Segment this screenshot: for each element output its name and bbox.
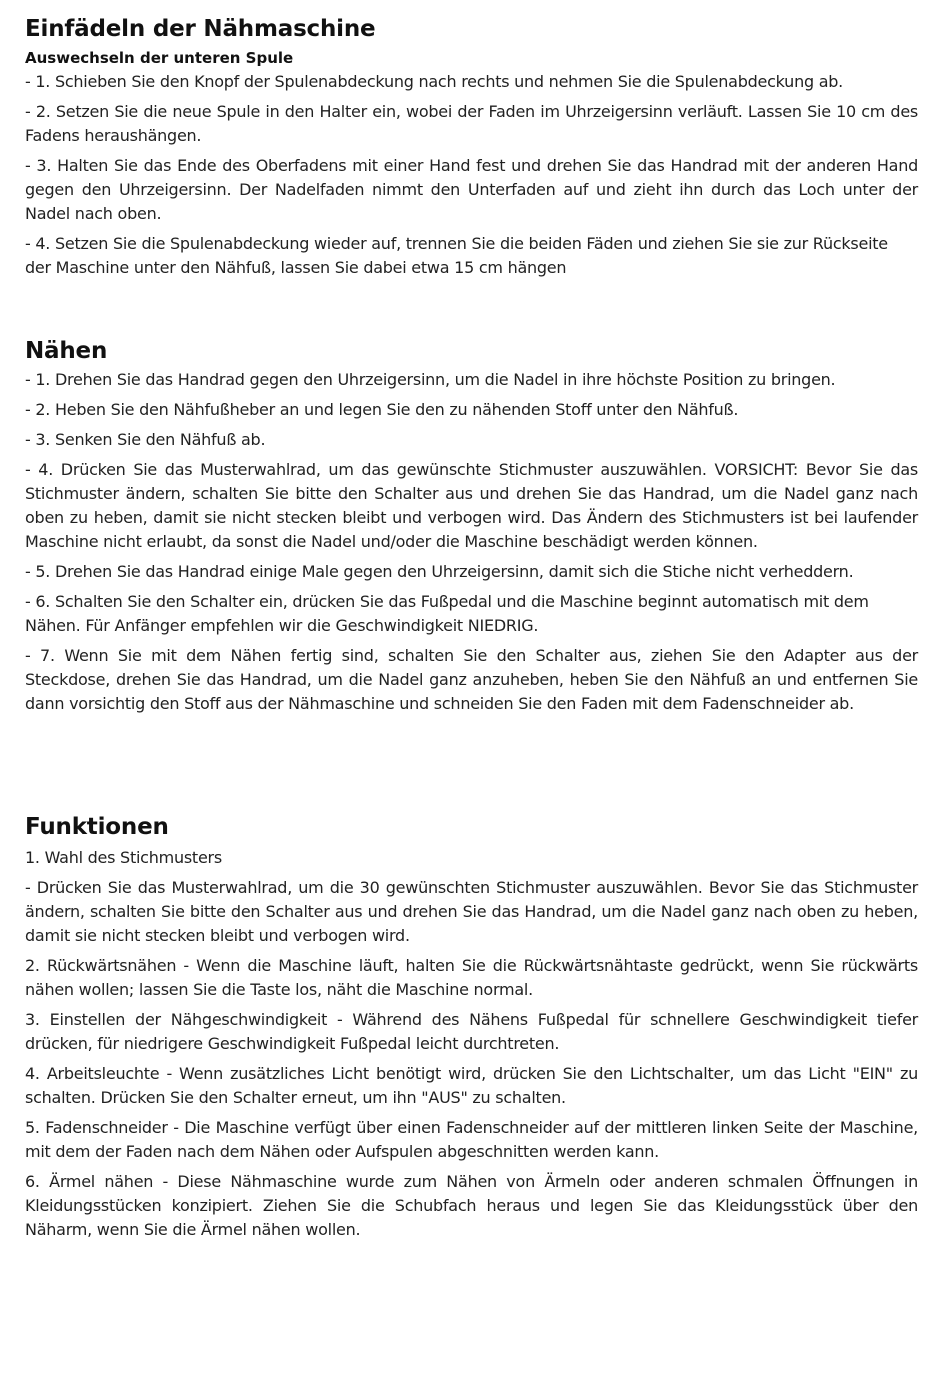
section-sewing — [25, 336, 918, 722]
subheading-bobbin: Auswechseln der unteren Spule — [25, 49, 294, 67]
function-2-text: 2. Rückwärtsnähen - Wenn die Maschine läuft, halten Sie die Rückwärtsnähtaste gedrückt, wenn Sie rückwärts nähen wollen; lassen Sie die Taste los, näht die Maschine normal. — [25, 956, 918, 999]
function-1-text: - Drücken Sie das Musterwahlrad, um die 30 gewünschten Stichmuster auszuwählen. Bevor Sie das Stichmuster ändern, schalten Sie bitte den Schalter aus und drehen Sie das Handrad, um die Nadel ganz nach oben zu heben, damit sie nicht stecken bleibt und verbogen wird. — [25, 878, 918, 945]
sewing-step-2: - 2. Heben Sie den Nähfußheber an und legen Sie den zu nähenden Stoff unter den Nähfuß. — [25, 400, 739, 419]
sewing-step-7: - 7. Wenn Sie mit dem Nähen fertig sind, schalten Sie den Schalter aus, ziehen Sie den Adapter aus der Steckdose, drehen Sie das Handrad, um die Nadel ganz anzuheben, heben Sie den Nähfuß an und entfernen Sie dann vorsichtig den Stoff aus der Nähmaschine und schneiden Sie den Faden mit dem Fadenschneider ab. — [25, 646, 918, 713]
section-title-functions: Funktionen — [25, 814, 169, 840]
threading-step-1: - 1. Schieben Sie den Knopf der Spulenabdeckung nach rechts und nehmen Sie die Spulenabdeckung ab. — [25, 72, 843, 91]
section-functions — [25, 812, 918, 1248]
function-5-text: 5. Fadenschneider - Die Maschine verfügt über einen Fadenschneider auf der mittleren linken Seite der Maschine, mit dem der Faden nach dem Nähen oder Aufspulen abgeschnitten werden kann. — [25, 1118, 918, 1161]
section-threading — [25, 14, 918, 286]
sewing-step-5: - 5. Drehen Sie das Handrad einige Male gegen den Uhrzeigersinn, damit sich die Stiche nicht verheddern. — [25, 562, 854, 581]
sewing-step-6: - 6. Schalten Sie den Schalter ein, drücken Sie das Fußpedal und die Maschine beginnt automatisch mit dem Nähen. Für Anfänger empfehlen wir die Geschwindigkeit NIEDRIG. — [25, 592, 869, 635]
section-title-sewing: Nähen — [25, 338, 108, 364]
function-3-text: 3. Einstellen der Nähgeschwindigkeit - Während des Nähens Fußpedal für schnellere Geschwindigkeit tiefer drücken, für niedrigere Geschwindigkeit Fußpedal leicht durchtreten. — [25, 1010, 918, 1053]
sewing-step-4: - 4. Drücken Sie das Musterwahlrad, um das gewünschte Stichmuster auszuwählen. VORSICHT: Bevor Sie das Stichmuster ändern, schalten Sie bitte den Schalter aus und drehen Sie das Handrad, um die Nadel ganz nach oben zu heben, damit sie nicht stecken bleibt und verbogen wird. Das Ändern des Stichmusters ist bei laufender Maschine nicht erlaubt, da sonst die Nadel und/oder die Maschine beschädigt werden können. — [25, 460, 918, 551]
sewing-step-1: - 1. Drehen Sie das Handrad gegen den Uhrzeigersinn, um die Nadel in ihre höchste Position zu bringen. — [25, 370, 836, 389]
function-6-text: 6. Ärmel nähen - Diese Nähmaschine wurde zum Nähen von Ärmeln oder anderen schmalen Öffnungen in Kleidungsstücken konzipiert. Ziehen Sie die Schubfach heraus und legen Sie das Kleidungsstück über den Näharm, wenn Sie die Ärmel nähen wollen. — [25, 1172, 918, 1239]
function-1-heading: 1. Wahl des Stichmusters — [25, 848, 222, 867]
sewing-step-3: - 3. Senken Sie den Nähfuß ab. — [25, 430, 266, 449]
function-4-text: 4. Arbeitsleuchte - Wenn zusätzliches Licht benötigt wird, drücken Sie den Lichtschalter, um das Licht "EIN" zu schalten. Drücken Sie den Schalter erneut, um ihn "AUS" zu schalten. — [25, 1064, 918, 1107]
threading-step-2: - 2. Setzen Sie die neue Spule in den Halter ein, wobei der Faden im Uhrzeigersinn verläuft. Lassen Sie 10 cm des Fadens heraushängen. — [25, 102, 918, 145]
threading-step-4: - 4. Setzen Sie die Spulenabdeckung wieder auf, trennen Sie die beiden Fäden und ziehen Sie sie zur Rückseite der Maschine unter den Nähfuß, lassen Sie dabei etwa 15 cm hängen — [25, 234, 888, 277]
threading-step-3: - 3. Halten Sie das Ende des Oberfadens mit einer Hand fest und drehen Sie das Handrad mit der anderen Hand gegen den Uhrzeigersinn. Der Nadelfaden nimmt den Unterfaden auf und zieht ihn durch das Loch unter der Nadel nach oben. — [25, 156, 918, 223]
section-title-threading: Einfädeln der Nähmaschine — [25, 16, 376, 42]
